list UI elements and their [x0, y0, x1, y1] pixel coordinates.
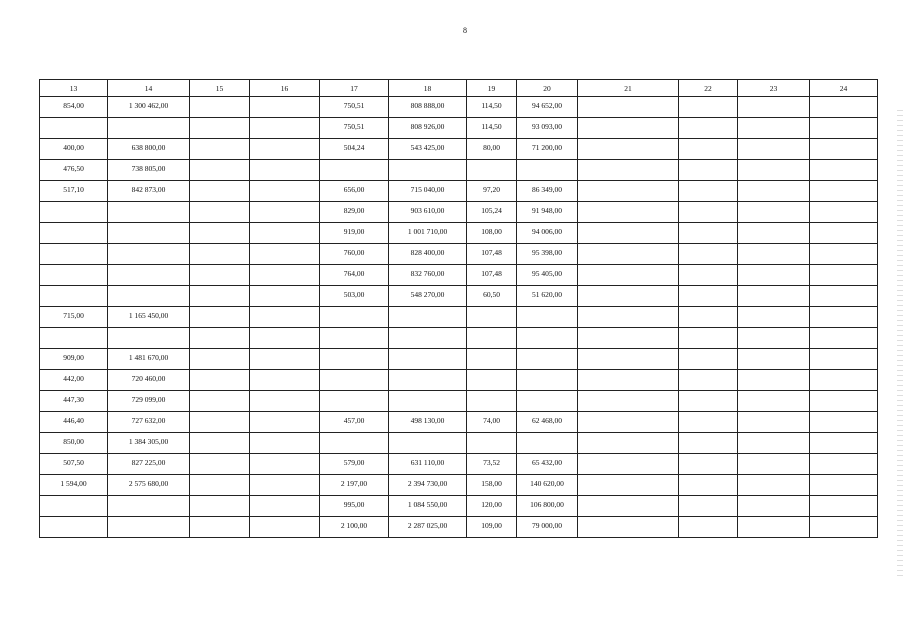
table-cell-col-24: [810, 391, 878, 412]
table-cell-col-15: [190, 475, 250, 496]
table-cell-col-24: [810, 244, 878, 265]
table-cell-col-16: [250, 496, 320, 517]
table-cell-col-16: [250, 517, 320, 538]
table-cell-col-15: [190, 286, 250, 307]
table-cell-col-14: [108, 244, 190, 265]
table-cell-col-23: [738, 349, 810, 370]
table-row: [40, 328, 878, 349]
table-cell-col-15: [190, 517, 250, 538]
table-cell-col-14: 729 099,00: [108, 391, 190, 412]
table-cell-col-17: 2 197,00: [320, 475, 389, 496]
table-cell-col-20: [517, 160, 578, 181]
table-cell-col-21: [578, 307, 679, 328]
table-cell-col-14: [108, 286, 190, 307]
table-cell-col-14: 638 800,00: [108, 139, 190, 160]
scan-margin-noise: [897, 110, 903, 580]
table-cell-col-16: [250, 391, 320, 412]
table-cell-col-15: [190, 97, 250, 118]
table-cell-col-22: [679, 496, 738, 517]
table-cell-col-22: [679, 244, 738, 265]
table-cell-col-23: [738, 433, 810, 454]
table-cell-col-23: [738, 328, 810, 349]
table-cell-col-18: [389, 370, 467, 391]
table-cell-col-14: 842 873,00: [108, 181, 190, 202]
table-cell-col-18: 1 084 550,00: [389, 496, 467, 517]
table-cell-col-21: [578, 181, 679, 202]
table-cell-col-14: 720 460,00: [108, 370, 190, 391]
table-cell-col-20: 94 006,00: [517, 223, 578, 244]
table-row: [40, 517, 878, 538]
table-cell-col-13: 1 594,00: [40, 475, 108, 496]
table-cell-col-13: [40, 496, 108, 517]
table-cell-col-20: 62 468,00: [517, 412, 578, 433]
table-cell-col-19: 120,00: [467, 496, 517, 517]
table-cell-col-24: [810, 97, 878, 118]
table-cell-col-23: [738, 139, 810, 160]
table-cell-col-17: 995,00: [320, 496, 389, 517]
table-cell-col-24: [810, 118, 878, 139]
table-cell-col-16: [250, 475, 320, 496]
table-cell-col-22: [679, 370, 738, 391]
table-cell-col-15: [190, 433, 250, 454]
page-number: 8: [463, 26, 467, 35]
column-header-16: 16: [250, 80, 320, 97]
column-header-24: 24: [810, 80, 878, 97]
table-cell-col-15: [190, 391, 250, 412]
table-cell-col-21: [578, 223, 679, 244]
table-cell-col-20: 86 349,00: [517, 181, 578, 202]
table-cell-col-13: 517,10: [40, 181, 108, 202]
table-cell-col-17: 764,00: [320, 265, 389, 286]
table-cell-col-24: [810, 286, 878, 307]
table-cell-col-20: 91 948,00: [517, 202, 578, 223]
column-header-17: 17: [320, 80, 389, 97]
table-cell-col-19: 107,48: [467, 244, 517, 265]
table-cell-col-16: [250, 370, 320, 391]
table-cell-col-14: 727 632,00: [108, 412, 190, 433]
table-cell-col-16: [250, 97, 320, 118]
table-cell-col-18: [389, 391, 467, 412]
table-cell-col-15: [190, 265, 250, 286]
table-cell-col-18: [389, 307, 467, 328]
column-header-18: 18: [389, 80, 467, 97]
table-cell-col-19: 158,00: [467, 475, 517, 496]
table-cell-col-17: [320, 349, 389, 370]
table-cell-col-17: 919,00: [320, 223, 389, 244]
table-cell-col-15: [190, 328, 250, 349]
table-cell-col-20: [517, 328, 578, 349]
table-cell-col-23: [738, 454, 810, 475]
table-cell-col-16: [250, 202, 320, 223]
table-cell-col-14: [108, 328, 190, 349]
table-cell-col-18: 832 760,00: [389, 265, 467, 286]
table-cell-col-19: 109,00: [467, 517, 517, 538]
table-cell-col-19: 114,50: [467, 97, 517, 118]
table-cell-col-24: [810, 475, 878, 496]
table-cell-col-21: [578, 265, 679, 286]
table-cell-col-13: [40, 244, 108, 265]
table-cell-col-17: 579,00: [320, 454, 389, 475]
table-cell-col-19: [467, 391, 517, 412]
table-cell-col-16: [250, 328, 320, 349]
table-cell-col-14: [108, 517, 190, 538]
table-row: [40, 496, 878, 517]
table-cell-col-19: 114,50: [467, 118, 517, 139]
table-cell-col-16: [250, 223, 320, 244]
table-cell-col-17: [320, 433, 389, 454]
table-cell-col-15: [190, 244, 250, 265]
table-cell-col-22: [679, 391, 738, 412]
table-cell-col-20: 94 652,00: [517, 97, 578, 118]
table-cell-col-13: 400,00: [40, 139, 108, 160]
table-cell-col-24: [810, 223, 878, 244]
table-cell-col-14: 827 225,00: [108, 454, 190, 475]
table-cell-col-18: 808 926,00: [389, 118, 467, 139]
table-cell-col-20: 71 200,00: [517, 139, 578, 160]
table-cell-col-18: 498 130,00: [389, 412, 467, 433]
table-cell-col-22: [679, 307, 738, 328]
table-cell-col-24: [810, 349, 878, 370]
column-header-19: 19: [467, 80, 517, 97]
table-cell-col-23: [738, 370, 810, 391]
table-cell-col-13: [40, 202, 108, 223]
table-cell-col-15: [190, 496, 250, 517]
table-cell-col-17: [320, 328, 389, 349]
table-cell-col-21: [578, 412, 679, 433]
table-cell-col-24: [810, 181, 878, 202]
table-cell-col-14: 1 300 462,00: [108, 97, 190, 118]
table-cell-col-23: [738, 97, 810, 118]
table-cell-col-22: [679, 328, 738, 349]
table-cell-col-19: 74,00: [467, 412, 517, 433]
table-cell-col-20: 140 620,00: [517, 475, 578, 496]
data-table: [39, 79, 878, 538]
table-cell-col-18: 715 040,00: [389, 181, 467, 202]
table-cell-col-23: [738, 286, 810, 307]
table-cell-col-17: 760,00: [320, 244, 389, 265]
column-header-20: 20: [517, 80, 578, 97]
table-row: [40, 97, 878, 118]
table-cell-col-14: [108, 118, 190, 139]
column-header-13: 13: [40, 80, 108, 97]
table-cell-col-15: [190, 118, 250, 139]
table-cell-col-19: 108,00: [467, 223, 517, 244]
table-cell-col-23: [738, 118, 810, 139]
table-cell-col-13: [40, 118, 108, 139]
table-cell-col-17: 504,24: [320, 139, 389, 160]
table-cell-col-16: [250, 286, 320, 307]
table-cell-col-13: [40, 223, 108, 244]
table-cell-col-21: [578, 328, 679, 349]
table-cell-col-20: [517, 349, 578, 370]
table-cell-col-13: 909,00: [40, 349, 108, 370]
table-cell-col-24: [810, 370, 878, 391]
table-cell-col-16: [250, 118, 320, 139]
table-cell-col-19: 107,48: [467, 265, 517, 286]
table-cell-col-17: 2 100,00: [320, 517, 389, 538]
table-cell-col-15: [190, 160, 250, 181]
column-header-21: 21: [578, 80, 679, 97]
table-cell-col-21: [578, 139, 679, 160]
table-cell-col-13: 446,40: [40, 412, 108, 433]
table-row: [40, 349, 878, 370]
table-cell-col-23: [738, 412, 810, 433]
table-cell-col-22: [679, 160, 738, 181]
table-cell-col-13: 476,50: [40, 160, 108, 181]
table-cell-col-18: 1 001 710,00: [389, 223, 467, 244]
table-cell-col-21: [578, 118, 679, 139]
table-cell-col-14: 1 384 305,00: [108, 433, 190, 454]
table-cell-col-16: [250, 244, 320, 265]
table-row: [40, 454, 878, 475]
table-cell-col-18: [389, 349, 467, 370]
table-row: [40, 181, 878, 202]
table-cell-col-18: 808 888,00: [389, 97, 467, 118]
table-cell-col-13: [40, 517, 108, 538]
table-cell-col-18: [389, 433, 467, 454]
table-cell-col-16: [250, 160, 320, 181]
table-cell-col-21: [578, 286, 679, 307]
table-cell-col-20: 93 093,00: [517, 118, 578, 139]
table-cell-col-18: 828 400,00: [389, 244, 467, 265]
table-cell-col-23: [738, 181, 810, 202]
table-cell-col-15: [190, 412, 250, 433]
table-cell-col-16: [250, 265, 320, 286]
table-cell-col-20: [517, 370, 578, 391]
table-cell-col-15: [190, 139, 250, 160]
table-cell-col-17: 829,00: [320, 202, 389, 223]
column-header-23: 23: [738, 80, 810, 97]
table-cell-col-23: [738, 517, 810, 538]
table-cell-col-19: [467, 370, 517, 391]
table-cell-col-24: [810, 307, 878, 328]
table-cell-col-24: [810, 265, 878, 286]
table-cell-col-13: [40, 286, 108, 307]
table-cell-col-20: 65 432,00: [517, 454, 578, 475]
table-cell-col-21: [578, 202, 679, 223]
table-cell-col-13: 447,30: [40, 391, 108, 412]
table-cell-col-17: [320, 307, 389, 328]
table-cell-col-14: [108, 496, 190, 517]
table-cell-col-24: [810, 160, 878, 181]
table-cell-col-21: [578, 370, 679, 391]
table-cell-col-16: [250, 454, 320, 475]
table-row: [40, 370, 878, 391]
table-cell-col-17: 656,00: [320, 181, 389, 202]
table-cell-col-16: [250, 181, 320, 202]
table-cell-col-23: [738, 202, 810, 223]
table-cell-col-13: 854,00: [40, 97, 108, 118]
header-row: [40, 80, 878, 97]
table-cell-col-24: [810, 517, 878, 538]
table-cell-col-21: [578, 97, 679, 118]
table-cell-col-21: [578, 391, 679, 412]
table-cell-col-20: 95 405,00: [517, 265, 578, 286]
table-cell-col-13: [40, 265, 108, 286]
table-row: [40, 202, 878, 223]
table-cell-col-15: [190, 370, 250, 391]
table-cell-col-20: [517, 307, 578, 328]
table-cell-col-22: [679, 265, 738, 286]
table-cell-col-23: [738, 265, 810, 286]
table-cell-col-18: 548 270,00: [389, 286, 467, 307]
table-cell-col-14: [108, 265, 190, 286]
table-cell-col-24: [810, 139, 878, 160]
table-cell-col-14: 738 805,00: [108, 160, 190, 181]
table-cell-col-22: [679, 223, 738, 244]
table-cell-col-13: 715,00: [40, 307, 108, 328]
table-cell-col-19: 80,00: [467, 139, 517, 160]
table-cell-col-17: 750,51: [320, 97, 389, 118]
table-cell-col-15: [190, 202, 250, 223]
table-cell-col-23: [738, 475, 810, 496]
table-cell-col-22: [679, 286, 738, 307]
table-cell-col-19: 73,52: [467, 454, 517, 475]
table-cell-col-22: [679, 97, 738, 118]
table-cell-col-20: 95 398,00: [517, 244, 578, 265]
table-cell-col-19: [467, 307, 517, 328]
table-cell-col-21: [578, 454, 679, 475]
table-row: [40, 160, 878, 181]
table-cell-col-22: [679, 181, 738, 202]
table-cell-col-17: 750,51: [320, 118, 389, 139]
table-cell-col-24: [810, 202, 878, 223]
table-cell-col-14: 2 575 680,00: [108, 475, 190, 496]
table-cell-col-15: [190, 349, 250, 370]
table-cell-col-19: [467, 328, 517, 349]
table-row: [40, 307, 878, 328]
table-cell-col-14: [108, 223, 190, 244]
table-cell-col-22: [679, 139, 738, 160]
table-cell-col-24: [810, 412, 878, 433]
table-cell-col-19: 60,50: [467, 286, 517, 307]
table-cell-col-24: [810, 433, 878, 454]
table-cell-col-23: [738, 223, 810, 244]
table-cell-col-17: 457,00: [320, 412, 389, 433]
table-cell-col-22: [679, 118, 738, 139]
table-cell-col-13: [40, 328, 108, 349]
table-body: [40, 97, 878, 538]
table-cell-col-16: [250, 433, 320, 454]
table-cell-col-16: [250, 349, 320, 370]
table-cell-col-24: [810, 454, 878, 475]
table-row: [40, 139, 878, 160]
table-cell-col-15: [190, 307, 250, 328]
table-cell-col-18: 543 425,00: [389, 139, 467, 160]
table-cell-col-18: 2 394 730,00: [389, 475, 467, 496]
table-cell-col-17: 503,00: [320, 286, 389, 307]
table-row: [40, 223, 878, 244]
table-cell-col-23: [738, 391, 810, 412]
table-row: [40, 412, 878, 433]
table-cell-col-21: [578, 496, 679, 517]
table-cell-col-24: [810, 328, 878, 349]
table-cell-col-18: 2 287 025,00: [389, 517, 467, 538]
table-cell-col-13: 850,00: [40, 433, 108, 454]
table-cell-col-19: [467, 433, 517, 454]
table-cell-col-18: [389, 328, 467, 349]
table-cell-col-19: [467, 160, 517, 181]
table-row: [40, 391, 878, 412]
table-cell-col-16: [250, 139, 320, 160]
table-cell-col-16: [250, 412, 320, 433]
table-cell-col-22: [679, 475, 738, 496]
table-cell-col-22: [679, 517, 738, 538]
table-cell-col-14: 1 165 450,00: [108, 307, 190, 328]
table-cell-col-18: 631 110,00: [389, 454, 467, 475]
table-cell-col-22: [679, 202, 738, 223]
table-cell-col-23: [738, 307, 810, 328]
table-cell-col-20: 51 620,00: [517, 286, 578, 307]
table-cell-col-22: [679, 454, 738, 475]
column-header-22: 22: [679, 80, 738, 97]
table-row: [40, 433, 878, 454]
table-row: [40, 475, 878, 496]
table-cell-col-15: [190, 181, 250, 202]
table-cell-col-13: 442,00: [40, 370, 108, 391]
table-cell-col-20: 106 800,00: [517, 496, 578, 517]
column-header-14: 14: [108, 80, 190, 97]
table-row: [40, 265, 878, 286]
table-cell-col-21: [578, 475, 679, 496]
table-cell-col-19: [467, 349, 517, 370]
table-cell-col-17: [320, 370, 389, 391]
table-row: [40, 244, 878, 265]
table-cell-col-20: [517, 391, 578, 412]
table-cell-col-21: [578, 244, 679, 265]
table-cell-col-15: [190, 223, 250, 244]
table-cell-col-18: [389, 160, 467, 181]
table-cell-col-18: 903 610,00: [389, 202, 467, 223]
table-cell-col-22: [679, 433, 738, 454]
table-cell-col-21: [578, 433, 679, 454]
table-cell-col-23: [738, 160, 810, 181]
table-cell-col-22: [679, 412, 738, 433]
table-cell-col-13: 507,50: [40, 454, 108, 475]
table-cell-col-23: [738, 244, 810, 265]
table-row: [40, 286, 878, 307]
table-cell-col-19: 105,24: [467, 202, 517, 223]
table-cell-col-22: [679, 349, 738, 370]
table-cell-col-21: [578, 517, 679, 538]
table-cell-col-17: [320, 391, 389, 412]
table-cell-col-14: 1 481 670,00: [108, 349, 190, 370]
table-cell-col-23: [738, 496, 810, 517]
table-cell-col-24: [810, 496, 878, 517]
table-cell-col-21: [578, 160, 679, 181]
table-cell-col-16: [250, 307, 320, 328]
table-cell-col-15: [190, 454, 250, 475]
table-row: [40, 118, 878, 139]
table-cell-col-14: [108, 202, 190, 223]
table-cell-col-21: [578, 349, 679, 370]
table-cell-col-20: [517, 433, 578, 454]
table-cell-col-17: [320, 160, 389, 181]
table-cell-col-20: 79 000,00: [517, 517, 578, 538]
table-cell-col-19: 97,20: [467, 181, 517, 202]
column-header-15: 15: [190, 80, 250, 97]
